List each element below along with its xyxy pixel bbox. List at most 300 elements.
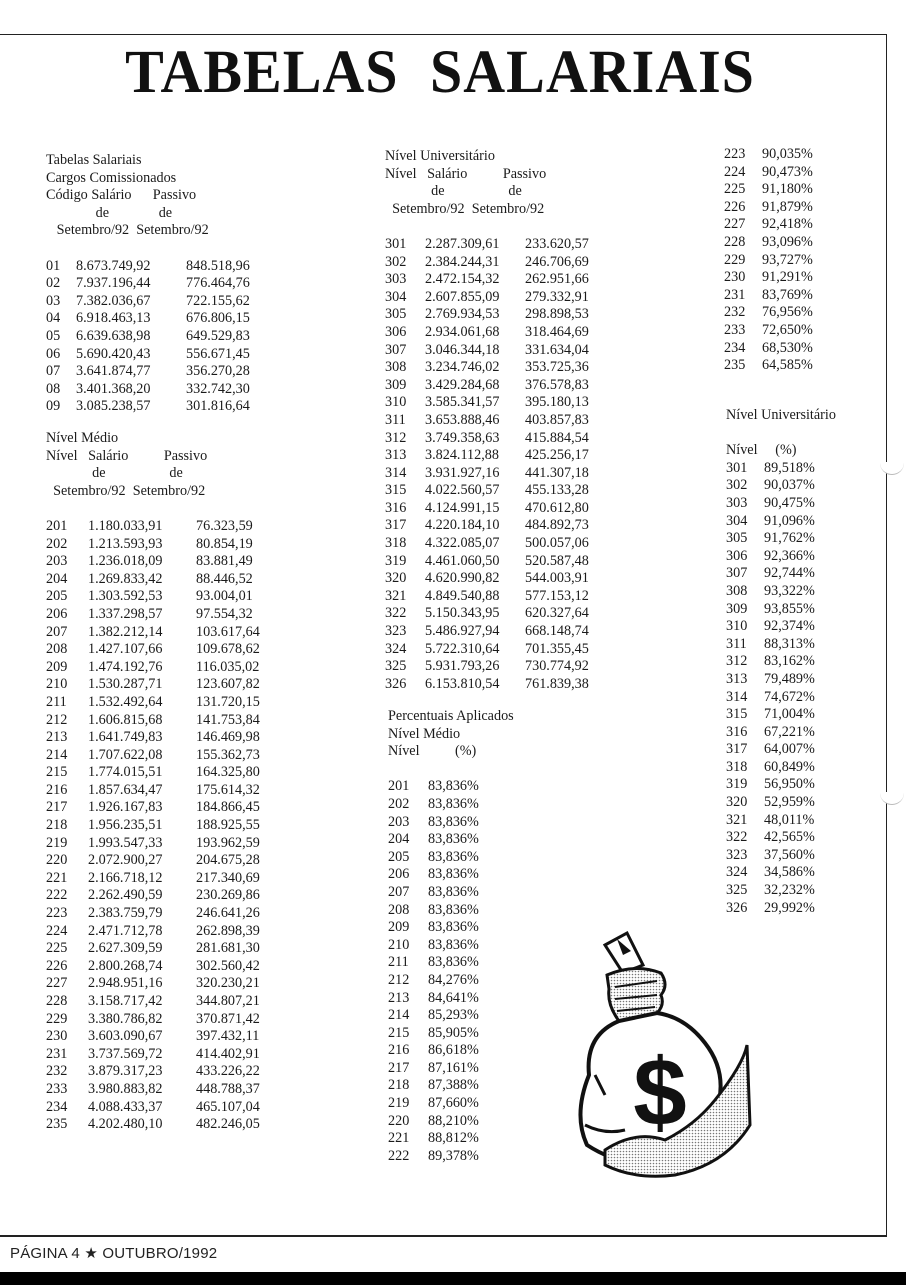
row-value: 262.951,66 (525, 271, 589, 288)
row-value: 2.262.490,59 (88, 887, 163, 904)
table-row (46, 940, 260, 958)
row-value: 1.641.749,83 (88, 729, 163, 746)
row-value: 676.806,15 (186, 310, 250, 327)
row-value: 3.158.717,42 (88, 993, 163, 1009)
row-value: 722.155,62 (186, 292, 250, 309)
table-row (385, 570, 589, 588)
row-code: 221 (46, 869, 68, 886)
row-code: 305 (726, 530, 748, 547)
row-code: 213 (388, 989, 410, 1006)
row-code: 211 (46, 693, 67, 710)
table-row (385, 553, 589, 571)
table-row (726, 724, 836, 742)
row-value: 217.340,69 (196, 869, 260, 886)
row-value: 577.153,12 (525, 587, 589, 604)
row-code: 03 (46, 292, 61, 309)
row-value: 92,744% (764, 565, 815, 582)
table-row (46, 293, 250, 311)
row-code: 302 (385, 253, 407, 270)
row-code: 310 (385, 394, 407, 411)
percentuais-medio-continued-table (724, 146, 813, 375)
table-row (726, 653, 836, 671)
scan-edge-bar (0, 1272, 906, 1285)
row-value: 83,836% (428, 883, 479, 900)
table-row (385, 641, 589, 659)
row-value: 1.606.815,68 (88, 711, 163, 728)
row-value: 2.607.855,09 (425, 288, 500, 305)
row-value: 1.427.107,66 (88, 641, 163, 658)
row-code: 235 (46, 1116, 68, 1133)
table-row (724, 287, 813, 305)
row-value: 91,762% (764, 530, 815, 547)
row-code: 313 (385, 447, 407, 464)
row-value: 164.325,80 (196, 764, 260, 781)
row-value: 344.807,21 (196, 993, 260, 1009)
table-row (385, 430, 589, 448)
row-value: 2.948.951,16 (88, 975, 163, 992)
row-value: 5.722.310,64 (425, 640, 500, 657)
section-heading: Nível Universitário (726, 407, 836, 423)
row-value: 64,007% (764, 741, 815, 758)
table-row (726, 565, 836, 583)
table-row (388, 1042, 514, 1060)
row-code: 318 (726, 758, 748, 775)
row-value: 668.148,74 (525, 623, 589, 640)
section-heading: Tabelas Salariais (46, 152, 142, 168)
row-code: 323 (385, 623, 407, 640)
row-code: 201 (46, 517, 68, 534)
table-row (385, 377, 589, 395)
table-row (724, 357, 813, 375)
table-row (726, 864, 836, 882)
row-value: 246.641,26 (196, 905, 260, 922)
row-code: 321 (726, 811, 748, 828)
row-value: 3.824.112,88 (425, 447, 499, 464)
row-value: 90,035% (762, 146, 813, 162)
row-code: 201 (388, 778, 410, 795)
row-code: 317 (385, 517, 407, 534)
row-value: 79,489% (764, 670, 815, 687)
row-code: 308 (385, 359, 407, 376)
row-value: 4.088.433,37 (88, 1098, 163, 1115)
table-row (46, 905, 260, 923)
column-header: Código Salário Passivo (46, 187, 197, 204)
column-header: Setembro/92 Setembro/92 (46, 222, 209, 239)
table-row (726, 671, 836, 689)
page-title: TABELAS SALARIAIS (125, 37, 755, 106)
row-value: 90,475% (764, 494, 815, 511)
table-row (385, 676, 589, 694)
row-value: 83,836% (428, 813, 479, 830)
table-row (46, 1116, 260, 1134)
row-value: 649.529,83 (186, 327, 250, 344)
row-code: 311 (385, 411, 406, 428)
row-value: 3.585.341,57 (425, 394, 500, 411)
table-row (726, 776, 836, 794)
table-row (724, 216, 813, 234)
row-value: 2.471.712,78 (88, 922, 163, 939)
row-value: 109.678,62 (196, 641, 260, 658)
row-value: 83,769% (762, 286, 813, 303)
row-value: 3.879.317,23 (88, 1063, 163, 1080)
table-row (46, 764, 260, 782)
row-value: 4.620.990,82 (425, 570, 500, 587)
row-value: 353.725,36 (525, 359, 589, 376)
row-code: 227 (46, 975, 68, 992)
row-value: 4.124.991,15 (425, 499, 500, 516)
row-value: 123.607,82 (196, 676, 260, 693)
row-value: 730.774,92 (525, 658, 589, 675)
table-row (46, 958, 260, 976)
row-value: 356.270,28 (186, 363, 250, 380)
table-row (385, 465, 589, 483)
row-code: 227 (724, 216, 746, 233)
row-value: 8.673.749,92 (76, 257, 151, 274)
row-value: 1.474.192,76 (88, 658, 163, 675)
row-code: 314 (726, 688, 748, 705)
row-code: 216 (46, 781, 68, 798)
table-row (388, 778, 514, 796)
row-value: 103.617,64 (196, 623, 260, 640)
row-code: 09 (46, 398, 61, 415)
row-code: 217 (388, 1059, 410, 1076)
row-value: 415.884,54 (525, 429, 589, 446)
row-value: 68,530% (762, 339, 813, 356)
row-code: 220 (388, 1112, 410, 1129)
row-code: 316 (385, 499, 407, 516)
row-value: 403.857,83 (525, 411, 589, 428)
row-value: 91,879% (762, 198, 813, 215)
row-value: 1.303.592,53 (88, 588, 163, 605)
row-value: 318.464,69 (525, 323, 589, 340)
row-code: 315 (385, 482, 407, 499)
table-row (388, 796, 514, 814)
row-value: 2.800.268,74 (88, 957, 163, 974)
row-code: 312 (726, 653, 748, 670)
row-value: 84,641% (428, 989, 479, 1006)
section-subheading: Cargos Comissionados (46, 169, 177, 186)
table-row (726, 601, 836, 619)
row-value: 3.085.238,57 (76, 398, 151, 415)
row-value: 34,586% (764, 864, 815, 881)
row-value: 470.612,80 (525, 499, 589, 516)
table-row (46, 852, 260, 870)
table-row (726, 636, 836, 654)
table-row (46, 398, 250, 416)
row-value: 204.675,28 (196, 852, 260, 869)
table-row (46, 694, 260, 712)
table-row (46, 747, 260, 765)
row-value: 2.166.718,12 (88, 869, 163, 886)
row-value: 1.382.212,14 (88, 623, 163, 640)
row-code: 226 (46, 957, 68, 974)
table-row (726, 847, 836, 865)
table-row (388, 1007, 514, 1025)
row-code: 304 (385, 288, 407, 305)
row-code: 324 (726, 864, 748, 881)
table-row (46, 729, 260, 747)
row-code: 322 (385, 605, 407, 622)
table-row (724, 252, 813, 270)
table-row (46, 346, 250, 364)
row-value: 6.639.638,98 (76, 327, 151, 344)
row-value: 1.530.287,71 (88, 676, 163, 693)
table-row (46, 870, 260, 888)
row-code: 213 (46, 729, 68, 746)
row-value: 3.380.786,82 (88, 1010, 163, 1027)
row-code: 326 (385, 675, 407, 692)
table-row (46, 712, 260, 730)
row-code: 208 (388, 901, 410, 918)
row-value: 3.234.746,02 (425, 359, 500, 376)
column-header: Setembro/92 Setembro/92 (385, 200, 545, 217)
row-value: 376.578,83 (525, 376, 589, 393)
row-value: 1.532.492,64 (88, 693, 163, 710)
svg-text:$: $ (633, 1039, 687, 1146)
row-code: 306 (385, 323, 407, 340)
row-value: 87,388% (428, 1077, 479, 1094)
table-row (46, 975, 260, 993)
percentuais-medio-table (388, 708, 514, 1165)
percentuais-universitario-table (726, 407, 836, 917)
column-header: de de (46, 465, 183, 482)
row-code: 07 (46, 363, 61, 380)
row-code: 224 (46, 922, 68, 939)
row-value: 620.327,64 (525, 605, 589, 622)
row-value: 425.256,17 (525, 447, 589, 464)
row-code: 322 (726, 829, 748, 846)
table-row (388, 902, 514, 920)
row-value: 4.220.184,10 (425, 517, 500, 534)
row-code: 319 (385, 552, 407, 569)
row-code: 08 (46, 380, 61, 397)
table-row (724, 181, 813, 199)
table-row (385, 623, 589, 641)
table-row (46, 624, 260, 642)
table-row (46, 328, 250, 346)
row-value: 76,956% (762, 304, 813, 321)
row-value: 83,836% (428, 795, 479, 812)
row-value: 88,812% (428, 1130, 479, 1147)
row-code: 231 (724, 286, 746, 303)
row-value: 83,836% (428, 866, 479, 883)
row-value: 90,037% (764, 477, 815, 494)
row-code: 308 (726, 582, 748, 599)
row-code: 228 (724, 233, 746, 250)
row-value: 4.849.540,88 (425, 587, 500, 604)
row-code: 301 (726, 459, 748, 476)
row-value: 87,161% (428, 1059, 479, 1076)
table-row (385, 254, 589, 272)
row-value: 2.383.759,79 (88, 905, 163, 922)
page-footer: PÁGINA 4 ★ OUTUBRO/1992 (10, 1245, 218, 1262)
row-value: 5.150.343,95 (425, 605, 500, 622)
row-value: 83,162% (764, 653, 815, 670)
table-row (388, 1095, 514, 1113)
row-value: 5.931.793,26 (425, 658, 500, 675)
row-value: 332.742,30 (186, 380, 250, 397)
row-value: 37,560% (764, 846, 815, 863)
table-row (46, 887, 260, 905)
row-code: 222 (388, 1147, 410, 1164)
row-code: 233 (724, 321, 746, 338)
row-value: 1.774.015,51 (88, 764, 163, 781)
table-row (46, 571, 260, 589)
column-header: Nível Salário Passivo (385, 165, 547, 182)
row-code: 210 (388, 936, 410, 953)
table-row (726, 794, 836, 812)
row-value: 93,096% (762, 233, 813, 250)
row-value: 48,011% (764, 811, 815, 828)
row-value: 2.072.900,27 (88, 852, 163, 869)
table-row (46, 676, 260, 694)
row-value: 262.898,39 (196, 922, 260, 939)
row-code: 205 (388, 848, 410, 865)
row-code: 232 (724, 304, 746, 321)
row-value: 155.362,73 (196, 746, 260, 763)
table-body (385, 236, 589, 693)
row-value: 2.769.934,53 (425, 306, 500, 323)
table-row (726, 882, 836, 900)
table-row (724, 146, 813, 164)
row-value: 500.057,06 (525, 535, 589, 552)
row-value: 52,959% (764, 794, 815, 811)
table-body (388, 778, 514, 1165)
row-value: 92,374% (764, 618, 815, 635)
row-value: 92,418% (762, 216, 813, 233)
row-code: 311 (726, 635, 747, 652)
row-code: 231 (46, 1045, 68, 1062)
row-code: 310 (726, 618, 748, 635)
table-body (724, 146, 813, 375)
row-code: 225 (46, 940, 68, 957)
row-value: 141.753,84 (196, 711, 260, 728)
row-value: 2.472.154,32 (425, 271, 500, 288)
table-row (385, 306, 589, 324)
column-header: Nível Salário Passivo (46, 447, 208, 464)
table-row (388, 1130, 514, 1148)
table-row (46, 588, 260, 606)
table-row (46, 553, 260, 571)
table-row (385, 342, 589, 360)
row-value: 1.236.018,09 (88, 553, 163, 570)
row-value: 279.332,91 (525, 288, 589, 305)
row-value: 246.706,69 (525, 253, 589, 270)
row-value: 848.518,96 (186, 257, 250, 274)
row-code: 203 (46, 553, 68, 570)
row-value: 433.226,22 (196, 1063, 260, 1080)
row-value: 83,836% (428, 831, 479, 848)
row-code: 304 (726, 512, 748, 529)
table-row (726, 618, 836, 636)
row-value: 3.603.090,67 (88, 1028, 163, 1045)
row-value: 331.634,04 (525, 341, 589, 358)
row-code: 206 (388, 866, 410, 883)
table-row (46, 1063, 260, 1081)
row-code: 206 (46, 605, 68, 622)
row-code: 01 (46, 257, 61, 274)
row-value: 85,905% (428, 1024, 479, 1041)
table-body (726, 460, 836, 917)
row-value: 1.857.634,47 (88, 781, 163, 798)
table-row (46, 1081, 260, 1099)
row-value: 116.035,02 (196, 658, 260, 675)
row-code: 320 (385, 570, 407, 587)
table-row (46, 835, 260, 853)
table-row (385, 605, 589, 623)
row-code: 303 (726, 494, 748, 511)
row-code: 217 (46, 799, 68, 816)
table-row (724, 199, 813, 217)
row-value: 320.230,21 (196, 975, 260, 992)
row-value: 91,291% (762, 269, 813, 286)
row-value: 1.993.547,33 (88, 834, 163, 851)
table-row (385, 394, 589, 412)
row-code: 229 (46, 1010, 68, 1027)
row-value: 83,836% (428, 936, 479, 953)
row-code: 203 (388, 813, 410, 830)
section-heading: Nível Médio (46, 430, 119, 446)
row-value: 56,950% (764, 776, 815, 793)
row-value: 2.934.061,68 (425, 323, 500, 340)
row-value: 91,180% (762, 181, 813, 198)
row-value: 74,672% (764, 688, 815, 705)
nivel-universitario-table (385, 148, 589, 693)
row-code: 214 (46, 746, 68, 763)
row-value: 90,473% (762, 163, 813, 180)
table-row (385, 500, 589, 518)
row-code: 205 (46, 588, 68, 605)
row-value: 3.046.344,18 (425, 341, 500, 358)
table-row (724, 340, 813, 358)
row-value: 2.287.309,61 (425, 235, 500, 252)
table-row (726, 583, 836, 601)
table-row (726, 900, 836, 918)
row-code: 229 (724, 251, 746, 268)
row-code: 309 (726, 600, 748, 617)
row-value: 76.323,59 (196, 517, 253, 534)
table-row (46, 606, 260, 624)
table-row (388, 849, 514, 867)
row-value: 175.614,32 (196, 781, 260, 798)
row-code: 214 (388, 1007, 410, 1024)
row-value: 91,096% (764, 512, 815, 529)
row-code: 06 (46, 345, 61, 362)
row-value: 3.641.874,77 (76, 363, 151, 380)
table-row (388, 866, 514, 884)
row-value: 1.337.298,57 (88, 605, 163, 622)
table-row (385, 588, 589, 606)
row-code: 235 (724, 357, 746, 374)
row-value: 556.671,45 (186, 345, 250, 362)
row-code: 05 (46, 327, 61, 344)
row-value: 701.355,45 (525, 640, 589, 657)
row-value: 87,660% (428, 1095, 479, 1112)
row-value: 7.382.036,67 (76, 292, 151, 309)
row-value: 146.469,98 (196, 729, 260, 746)
table-row (388, 814, 514, 832)
row-code: 316 (726, 723, 748, 740)
table-row (388, 954, 514, 972)
table-row (388, 990, 514, 1008)
row-code: 314 (385, 464, 407, 481)
row-value: 193.962,59 (196, 834, 260, 851)
row-value: 32,232% (764, 882, 815, 899)
section-heading: Percentuais Aplicados (388, 708, 514, 724)
row-code: 315 (726, 706, 748, 723)
row-code: 202 (46, 535, 68, 552)
cargos-comissionados-table (46, 152, 250, 416)
